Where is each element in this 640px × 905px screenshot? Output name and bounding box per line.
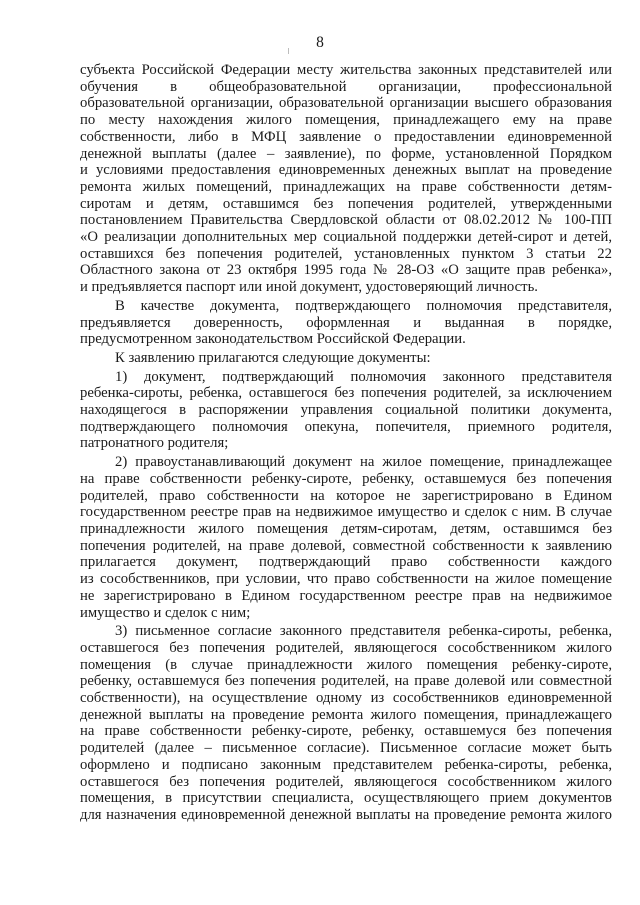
text-line: В качестве документа, подтверждающего полномочия представителя,: [115, 297, 612, 314]
text-line: предъявляется доверенность, оформленная и выданная в порядке,: [80, 314, 612, 331]
text-line: собственности, либо в МФЦ заявление о предоставлении единовременной: [80, 128, 612, 145]
text-line: попечения родителей, на праве долевой, совместной собственности к заявлению: [80, 537, 612, 554]
text-line: предусмотренном законодательством Российской Федерации.: [80, 331, 466, 348]
text-line: прилагается документ, подтверждающий право собственности каждого: [80, 554, 612, 571]
text-line: «О реализации дополнительных мер социальной поддержки детей-сирот и детей,: [80, 229, 612, 246]
text-line: подтверждающего полномочия опекуна, попечителя, приемного родителя,: [80, 418, 612, 435]
text-line: и предъявляется паспорт или иной документ, удостоверяющий личность.: [80, 279, 538, 296]
text-line: на праве собственности ребенку-сироте, ребенку, оставшемуся без попечения: [80, 470, 612, 487]
text-line: оформлено и подписано законным представителем ребенка-сироты, ребенка,: [80, 756, 612, 773]
text-line: денежной выплаты на проведение ремонта жилого помещения, принадлежащего: [80, 706, 612, 723]
scan-artifact: [288, 48, 289, 54]
text-line: ремонта жилых помещений, принадлежащих на праве собственности детям-: [80, 178, 612, 195]
text-line: патронатного родителя;: [80, 435, 229, 452]
text-line: субъекта Российской Федерации месту жительства законных представителей или: [80, 62, 612, 78]
text-line: оставшихся без попечения родителей, установленных пунктом 3 статьи 22: [80, 245, 612, 262]
text-line: ребенка-сироты, ребенка, оставшегося без попечения родителей, за исключением: [80, 385, 612, 402]
text-line: для назначения единовременной денежной выплаты на проведение ремонта жилого: [80, 806, 612, 823]
text-line: К заявлению прилагаются следующие документы:: [115, 349, 431, 366]
text-line: оставшегося без попечения родителей, являющегося сособственником жилого: [80, 773, 612, 790]
text-line: принадлежности жилого помещения детям-сиротам, детям, оставшимся без: [80, 520, 612, 537]
text-line: оставшегося без попечения родителей, являющегося сособственником жилого: [80, 639, 612, 656]
text-line: собственности), на осуществление одному из сособственников единовременной: [80, 690, 612, 707]
text-line: образовательной организации, образовательной организации высшего образования: [80, 95, 612, 112]
page-number: 8: [316, 34, 324, 51]
text-line: из сособственников, при условии, что право собственности на жилое помещение: [80, 571, 612, 588]
text-line: Областного закона от 23 октября 1995 года № 28-ОЗ «О защите прав ребенка»,: [80, 262, 612, 279]
text-line: помещения (в случае принадлежности жилого помещения ребенку-сироте,: [80, 656, 612, 673]
text-line: на праве собственности ребенку-сироте, ребенку, оставшемуся без попечения: [80, 723, 612, 740]
text-line: сиротам и детям, оставшимся без попечения родителей, утвержденными: [80, 195, 612, 212]
text-line: постановлением Правительства Свердловской области от 08.02.2012 № 100-ПП: [80, 212, 612, 229]
text-line: помещения, в присутствии специалиста, осуществляющего прием документов: [80, 790, 612, 807]
text-line: по месту нахождения жилого помещения, принадлежащего ему на праве: [80, 112, 612, 129]
text-line: обучения в общеобразовательной организации, профессиональной: [80, 78, 612, 95]
text-line: государственном реестре прав на недвижимое имущество и сделок с ним. В случае: [80, 504, 612, 521]
text-line: родителей (далее – письменное согласие). Письменное согласие может быть: [80, 740, 612, 757]
text-line: родителей, право собственности на которое не зарегистрировано в Едином: [80, 487, 612, 504]
text-line: не зарегистрировано в Едином государственном реестре прав на недвижимое: [80, 587, 612, 604]
text-line: 2) правоустанавливающий документ на жилое помещение, принадлежащее: [115, 454, 612, 471]
text-line: денежной выплаты (далее – заявление), по форме, установленной Порядком: [80, 145, 612, 162]
text-line: имущество и сделок с ним;: [80, 604, 251, 621]
text-line: ребенку, оставшемуся без попечения родителей, на праве долевой или совместной: [80, 673, 612, 690]
text-line: и условиями предоставления единовременных денежных выплат на проведение: [80, 162, 612, 179]
text-line: находящегося в распоряжении управления социальной политики документа,: [80, 402, 612, 419]
document-body: [80, 62, 612, 824]
text-line: 1) документ, подтверждающий полномочия законного представителя: [115, 368, 612, 385]
text-line: 3) письменное согласие законного представителя ребенка-сироты, ребенка,: [115, 623, 612, 640]
